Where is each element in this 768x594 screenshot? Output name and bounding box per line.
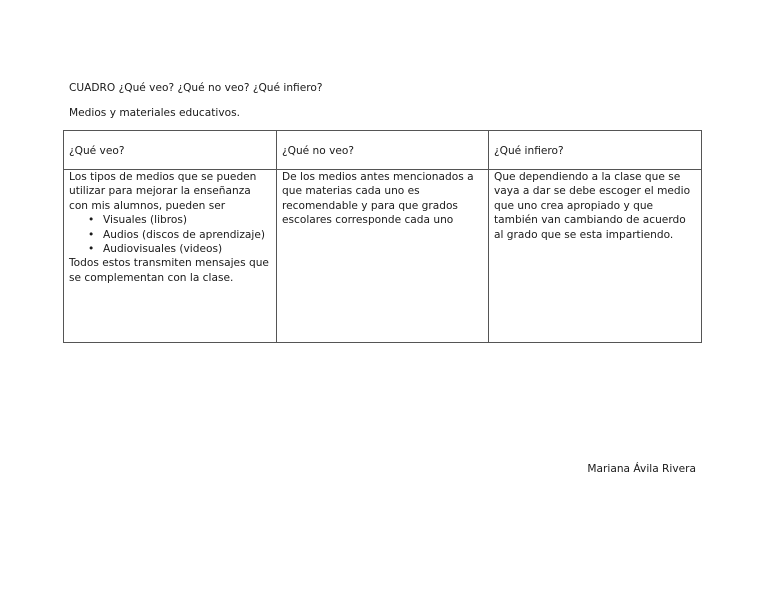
cell-que-infiero (489, 170, 702, 343)
bullet-icon: • (88, 228, 95, 241)
veo-intro: Los tipos de medios que se pueden utilizar para mejorar la enseñanza con mis alumnos, pueden ser (69, 171, 257, 212)
cuadro-table (63, 130, 702, 343)
header-que-veo: ¿Qué veo? (64, 131, 277, 170)
list-item-label: Audiovisuales (videos) (103, 243, 223, 256)
list-item (88, 213, 271, 227)
document-subtitle: Medios y materiales educativos. (69, 107, 240, 119)
table-header-row (64, 131, 702, 170)
list-item (88, 242, 271, 256)
cell-que-no-veo (277, 170, 489, 343)
header-que-no-veo: ¿Qué no veo? (277, 131, 489, 170)
cell-que-veo (64, 170, 277, 343)
table-row (64, 170, 702, 343)
bullet-icon: • (88, 243, 95, 256)
author-name: Mariana Ávila Rivera (587, 463, 696, 475)
bullet-icon: • (88, 214, 95, 227)
veo-closing: Todos estos transmiten mensajes que se complementan con la clase. (69, 257, 269, 284)
list-item-label: Audios (discos de aprendizaje) (103, 228, 266, 241)
infiero-text: Que dependiendo a la clase que se vaya a dar se debe escoger el medio que uno crea apropiado y que también van cambiando de acuerdo al grado que se esta impartiendo. (494, 171, 691, 241)
media-list (69, 213, 271, 256)
list-item (88, 228, 271, 242)
no-veo-text: De los medios antes mencionados a que materias cada uno es recomendable y para que grados escolares corresponde cada uno (282, 171, 474, 227)
document-title: CUADRO ¿Qué veo? ¿Qué no veo? ¿Qué infiero? (69, 82, 323, 94)
list-item-label: Visuales (libros) (103, 214, 188, 227)
header-que-infiero: ¿Qué infiero? (489, 131, 702, 170)
